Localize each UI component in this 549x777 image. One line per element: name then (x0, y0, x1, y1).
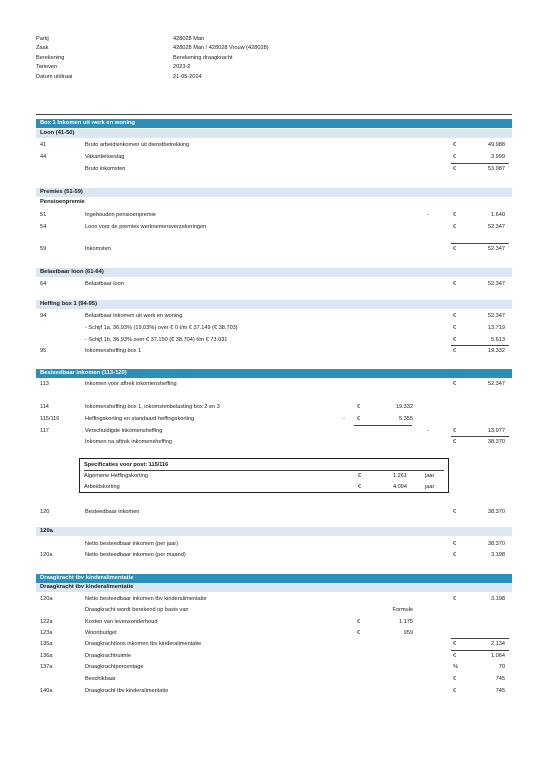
spec-unit: jaar (425, 473, 435, 479)
row-label: Inkomen na aftrek inkomensheffing (85, 439, 172, 445)
row-currency-mid: € (357, 630, 361, 636)
spec-currency: € (358, 484, 362, 490)
meta-value: 2023-2 (173, 64, 191, 71)
row-currency: € (453, 142, 457, 148)
row-currency: € (453, 313, 457, 319)
row-label: Kosten van levensonderhoud (85, 619, 158, 625)
row-currency: € (453, 509, 457, 515)
header-divider (36, 114, 512, 115)
row-label: Bruto arbeidsinkomen uit dienstbetrekking (85, 142, 190, 148)
row-code: 117 (40, 428, 49, 434)
row-code: 94 (40, 313, 47, 319)
meta-label: Tarieven (36, 64, 58, 71)
row-label: Inkomen voor aftrek inkomensheffing (85, 381, 177, 387)
row-code: 123a (40, 630, 53, 636)
row-code: 51 (40, 212, 47, 218)
row-currency: € (453, 428, 457, 434)
row-code: 137a (40, 664, 53, 670)
section-subheader-text: Draagkracht tbv kinderalimentatie (40, 584, 134, 590)
row-code: 115/116 (40, 416, 60, 422)
row-value: 1.640 (491, 212, 505, 218)
section-subheader (36, 188, 512, 197)
row-label: Belastbaar loon (85, 281, 124, 287)
row-label: Netto besteedbaar inkomen (per maand) (85, 552, 186, 558)
section-header (36, 369, 512, 378)
row-value: 13.719 (487, 325, 505, 331)
section-subheader-text: Heffing box 1 (94-95) (40, 301, 98, 307)
row-value: 52.347 (487, 246, 505, 252)
row-currency-mid: € (357, 619, 361, 625)
row-currency: € (453, 337, 457, 343)
row-currency: € (453, 541, 457, 547)
row-currency: % (453, 664, 458, 670)
section-header-text: Box 1 Inkomen uit werk en woning (40, 120, 136, 126)
row-label: Draagkrachtloos inkomen tbv kinderalimentatie (85, 641, 202, 647)
row-label: Draagkracht tbv kinderalimentatie (85, 688, 169, 694)
row-currency: € (453, 166, 457, 172)
row-label: Draagkrachtruimte (85, 653, 132, 659)
row-value-mid: 5.355 (399, 416, 413, 422)
row-code: 120 (40, 509, 50, 515)
row-value: 52.347 (487, 281, 505, 287)
row-sign: - (427, 212, 429, 218)
row-value-mid: 959 (403, 630, 413, 636)
row-currency: € (453, 348, 457, 354)
row-label: Vakantietoeslag (85, 154, 125, 160)
row-label: Inkomensheffing box 1 (85, 348, 142, 354)
spec-value: 1.261 (393, 473, 407, 479)
spec-value: 4.094 (393, 484, 407, 490)
row-currency-mid: € (357, 416, 361, 422)
row-value: 13.977 (487, 428, 505, 434)
meta-value: 428028 Man / 428028 Vrouw (428028) (173, 45, 269, 52)
row-code: 120a (40, 552, 53, 558)
row-code: 136a (40, 653, 53, 659)
row-label: - Schijf 1b, 36,93% over € 37.150 (€ 38.704) t/m € 73.031 (85, 337, 228, 343)
row-value: 52.347 (487, 313, 505, 319)
row-currency: € (453, 676, 457, 682)
section-header-text: Besteedbaar inkomen (113-120) (40, 370, 127, 376)
total-line (451, 243, 509, 244)
spec-currency: € (358, 473, 362, 479)
row-code: 120a (40, 596, 53, 602)
row-code: 135a (40, 641, 53, 647)
meta-value: Berekening draagkracht (173, 54, 233, 61)
row-code: 140a (40, 688, 53, 694)
row-currency-mid: € (357, 404, 361, 410)
row-label: Draagkracht wordt berekend op basis van (85, 607, 189, 613)
row-currency: € (453, 688, 457, 694)
row-label: Belastbaar inkomen uit werk en woning (85, 313, 183, 319)
section-header (36, 119, 512, 128)
total-line (451, 650, 509, 651)
row-sign: - (427, 428, 429, 434)
section-subheader-text: Loon (41-50) (40, 130, 75, 136)
spec-label: Arbeidskorting (84, 484, 120, 490)
row-code: 114 (40, 404, 49, 410)
section-subheader (36, 129, 512, 138)
row-value: 53.987 (487, 166, 505, 172)
total-line (451, 638, 509, 639)
total-line (451, 436, 509, 437)
row-code: 54 (40, 224, 47, 230)
row-currency: € (453, 641, 457, 647)
row-value-mid: 1.175 (399, 619, 413, 625)
row-value-mid: Formule (392, 607, 413, 613)
row-label: Verschuldigde inkomensheffing (85, 428, 163, 434)
row-value: 38.370 (487, 541, 505, 547)
row-value: 5.613 (491, 337, 505, 343)
row-code: 122a (40, 619, 53, 625)
row-currency: € (453, 381, 457, 387)
section-subheader-text: Premies (51-59) (40, 189, 83, 195)
row-label: Inkomensheffing box 1, inkomstenbelasting box 2 en 3 (85, 404, 220, 410)
meta-label: Partij (36, 36, 49, 42)
row-currency: € (453, 653, 457, 659)
meta-label: Datum uitdraai (36, 73, 73, 80)
section-header (36, 574, 512, 583)
row-code: 95 (40, 348, 47, 354)
row-label: Loon voor de premies werknemersverzekeringen (85, 224, 207, 230)
row-label: Draagkrachtpercentage (85, 664, 144, 670)
section-subheader (36, 583, 512, 592)
group-label: Pensioenpremie (40, 199, 85, 205)
section-subheader (36, 300, 512, 309)
row-label: Inkomsten (85, 246, 111, 252)
row-currency: € (453, 439, 457, 445)
meta-value: 428028 Man (173, 36, 205, 42)
spec-box (79, 458, 449, 493)
row-value-mid: 19.332 (395, 404, 413, 410)
row-currency: € (453, 325, 457, 331)
row-code: 64 (40, 281, 47, 287)
row-value: 38.370 (487, 509, 505, 515)
row-value: 745 (495, 688, 505, 694)
row-value: 70 (498, 664, 505, 670)
row-currency: € (453, 212, 457, 218)
meta-label: Zaak (36, 45, 49, 52)
row-currency: € (453, 246, 457, 252)
row-value: 38.370 (487, 439, 505, 445)
row-currency: € (453, 154, 457, 160)
spec-divider (84, 470, 444, 471)
row-value: 2.134 (491, 641, 505, 647)
meta-value: 21-05-2024 (173, 73, 202, 80)
section-subheader-text: Belastbaar loon (61-64) (40, 269, 104, 275)
row-currency: € (453, 281, 457, 287)
row-value: 52.347 (487, 224, 505, 230)
section-header-text: Draagkracht tbv kinderalimentatie (40, 575, 134, 581)
row-label: Netto besteedbaar inkomen tbv kinderalimentatie (85, 596, 207, 602)
row-sign-mid: - (343, 416, 345, 422)
row-label: Heffingskorting en standaard heffingskorting (85, 416, 195, 422)
section-subheader (36, 527, 512, 536)
row-value: 3.198 (491, 552, 505, 558)
meta-label: Berekening (36, 54, 65, 61)
row-currency: € (453, 552, 457, 558)
row-code: 44 (40, 154, 47, 160)
row-label: Netto besteedbaar inkomen (per jaar) (85, 541, 178, 547)
row-label: Bruto inkomsten (85, 166, 126, 172)
row-value: 52.347 (487, 381, 505, 387)
spec-label: Algemene Heffingskorting (84, 473, 148, 479)
row-code: 41 (40, 142, 47, 148)
row-value: 1.064 (491, 653, 505, 659)
spec-unit: jaar (425, 484, 435, 490)
row-currency: € (453, 596, 457, 602)
section-subheader (36, 268, 512, 277)
row-value: 745 (495, 676, 505, 682)
row-value: 49.988 (487, 142, 505, 148)
row-label: Beschikbaar (85, 676, 116, 682)
section-subheader-text: 120a (40, 528, 53, 534)
total-line (451, 163, 509, 164)
row-value: 19.332 (487, 348, 505, 354)
row-label: Woonbudget (85, 630, 117, 636)
row-label: Ingehouden pensioenpremie (85, 212, 156, 218)
row-value: 3.198 (491, 596, 505, 602)
row-label: Besteedbaar inkomen (85, 509, 140, 515)
total-line (354, 425, 412, 426)
row-value: 3.999 (491, 154, 505, 160)
row-label: - Schijf 1a, 36,93% (19,03%) over € 0 t/m € 37.149 (€ 38.703) (85, 325, 238, 331)
row-code: 59 (40, 246, 47, 252)
spec-title: Specificaties voor post: 115/116 (84, 462, 169, 468)
total-line (451, 345, 509, 346)
row-code: 113 (40, 381, 49, 387)
row-currency: € (453, 224, 457, 230)
